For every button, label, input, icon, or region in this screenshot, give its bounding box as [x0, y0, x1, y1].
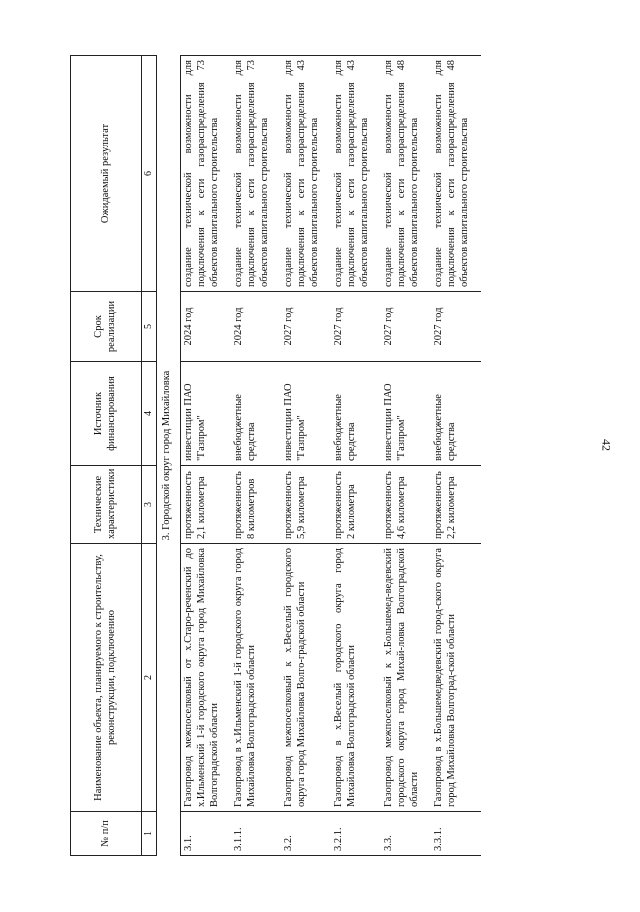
row-result: создание технической возможности для подключения к сети газораспределения 48 объектов капитального строительства — [381, 56, 431, 292]
col-number: 1 — [142, 812, 157, 856]
header-result: Ожидаемый результат — [71, 56, 142, 292]
section-title: 3. Городской округ город Михайловка — [157, 56, 181, 856]
table-header-row — [71, 56, 142, 856]
pipeline-table — [70, 55, 481, 856]
row-num: 3.1.1. — [231, 812, 281, 856]
row-term: 2027 год — [331, 292, 381, 362]
row-source: инвестиции ПАО "Газпром" — [180, 362, 231, 466]
col-number: 5 — [142, 292, 157, 362]
row-term: 2024 год — [180, 292, 231, 362]
col-number: 6 — [142, 56, 157, 292]
row-tech: протяженность 2,2 километра — [431, 466, 481, 544]
row-result: создание технической возможности для подключения к сети газораспределения 43 объектов капитального строительства — [281, 56, 331, 292]
row-result: создание технической возможности для подключения к сети газораспределения 48 объектов капитального строительства — [431, 56, 481, 292]
row-num: 3.1. — [180, 812, 231, 856]
row-tech: протяженность 8 километров — [231, 466, 281, 544]
column-number-row — [142, 56, 157, 856]
row-tech: протяженность 5,9 километра — [281, 466, 331, 544]
header-tech: Технические характеристики — [71, 466, 142, 544]
row-tech: протяженность 4,6 километра — [381, 466, 431, 544]
row-name: Газопровод в х.Ильменский 1-й городского округа город Михайловка Волгоградской области — [231, 544, 281, 812]
row-term: 2027 год — [431, 292, 481, 362]
row-result: создание технической возможности для подключения к сети газораспределения 43 объектов капитального строительства — [331, 56, 381, 292]
row-num: 3.3. — [381, 812, 431, 856]
row-result: создание технической возможности для подключения к сети газораспределения 73 объектов капитального строительства — [231, 56, 281, 292]
row-name: Газопровод в х.Большемедведевский город-ского округа город Михайловка Волгоград-ской области — [431, 544, 481, 812]
col-number: 2 — [142, 544, 157, 812]
row-term: 2024 год — [231, 292, 281, 362]
col-number: 4 — [142, 362, 157, 466]
page-number: 42 — [599, 439, 614, 451]
row-source: инвестиции ПАО "Газпром" — [381, 362, 431, 466]
row-term: 2027 год — [281, 292, 331, 362]
row-num: 3.2.1. — [331, 812, 381, 856]
col-number: 3 — [142, 466, 157, 544]
row-num: 3.3.1. — [431, 812, 481, 856]
row-num: 3.2. — [281, 812, 331, 856]
row-source: внебюджетные средства — [331, 362, 381, 466]
table-row — [431, 56, 481, 856]
row-name: Газопровод в х.Веселый городского округа город Михайловка Волгоградской области — [331, 544, 381, 812]
row-source: внебюджетные средства — [231, 362, 281, 466]
row-result: создание технической возможности для подключения к сети газораспределения 73 объектов капитального строительства — [180, 56, 231, 292]
table-row — [381, 56, 431, 856]
row-term: 2027 год — [381, 292, 431, 362]
row-source: инвестиции ПАО "Газпром" — [281, 362, 331, 466]
header-source: Источник финансирования — [71, 362, 142, 466]
header-name: Наименование объекта, планируемого к строительству, реконструкции, подключению — [71, 544, 142, 812]
row-source: внебюджетные средства — [431, 362, 481, 466]
rotated-page-content — [70, 56, 570, 856]
row-tech: протяженность 2,1 километра — [180, 466, 231, 544]
header-num: № п/п — [71, 812, 142, 856]
table-row — [331, 56, 381, 856]
section-row — [157, 56, 181, 856]
row-name: Газопровод межпоселковый от х.Старо-реченский до х.Ильменский 1-й городского округа город Михайловка Волгоградской области — [180, 544, 231, 812]
table-row — [180, 56, 231, 856]
row-name: Газопровод межпоселковый к х.Веселый городского округа город Михайловка Волго-градской области — [281, 544, 331, 812]
header-term: Срок реализации — [71, 292, 142, 362]
table-row — [281, 56, 331, 856]
row-name: Газопровод межпоселковый к х.Большемед-ведевский городского округа город Михай-ловка Волгоградской области — [381, 544, 431, 812]
table-row — [231, 56, 281, 856]
row-tech: протяженность 2 километра — [331, 466, 381, 544]
